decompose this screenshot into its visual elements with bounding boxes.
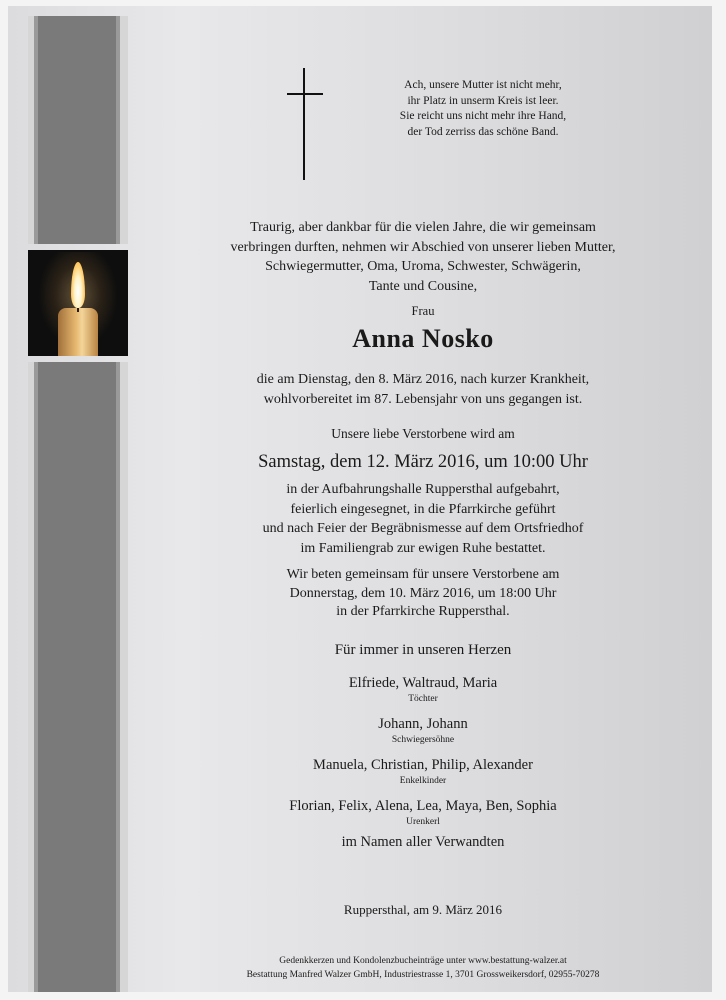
family-group xyxy=(138,715,708,746)
death-line: die am Dienstag, den 8. März 2016, nach kurzer Krankheit, xyxy=(256,372,590,387)
obituary-page xyxy=(8,6,712,992)
prayer-text xyxy=(138,566,708,622)
death-line: wohlvorbereitet im 87. Lebensjahr von uns gegangen ist. xyxy=(263,391,583,407)
prayer-line: in der Pfarrkirche Ruppersthal. xyxy=(336,604,510,619)
family-names: Florian, Felix, Alena, Lea, Maya, Ben, Sophia xyxy=(289,798,557,814)
place-date: Ruppersthal, am 9. März 2016 xyxy=(343,902,503,917)
family-names: Manuela, Christian, Philip, Alexander xyxy=(313,757,533,773)
family-names: Johann, Johann xyxy=(378,716,468,732)
poem-line: ihr Platz in unserm Kreis ist leer. xyxy=(407,94,559,107)
intro-text xyxy=(138,218,708,296)
candle-body xyxy=(58,308,98,356)
poem-line: Ach, unsere Mutter ist nicht mehr, xyxy=(404,79,562,91)
forever-heading: Für immer in unseren Herzen xyxy=(334,642,512,658)
family-list xyxy=(138,674,708,838)
ceremony-line: feierlich eingesegnet, in die Pfarrkirche geführt xyxy=(290,501,556,517)
family-relation: Töchter xyxy=(408,694,438,704)
family-group xyxy=(138,797,708,828)
poem-line: der Tod zerriss das schöne Band. xyxy=(407,125,559,138)
deceased-name: Anna Nosko xyxy=(352,324,494,353)
candle-image xyxy=(28,250,128,356)
ceremony-line: und nach Feier der Begräbnismesse auf dem Ortsfriedhof xyxy=(262,521,584,536)
family-group xyxy=(138,674,708,705)
poem-line: Sie reicht uns nicht mehr ihre Hand, xyxy=(399,110,567,122)
family-group xyxy=(138,756,708,787)
funeral-date: Samstag, dem 12. März 2016, um 10:00 Uhr xyxy=(258,452,588,472)
footer-line: Bestattung Manfred Walzer GmbH, Industriestrasse 1, 3701 Grossweikersdorf, 02955-70278 xyxy=(246,970,600,980)
ceremony-line: im Familiengrab zur ewigen Ruhe bestattet. xyxy=(300,540,546,556)
cross-icon-bar xyxy=(287,93,323,95)
footer-line: Gedenkkerzen und Kondolenzbucheinträge unter www.bestattung-walzer.at xyxy=(279,956,567,966)
prayer-line: Donnerstag, dem 10. März 2016, um 18:00 Uhr xyxy=(289,585,557,601)
relatives-line: im Namen aller Verwandten xyxy=(341,834,505,850)
prayer-line: Wir beten gemeinsam für unsere Verstorbene am xyxy=(286,567,560,582)
ceremony-line: in der Aufbahrungshalle Ruppersthal aufgebahrt, xyxy=(286,482,560,497)
death-text xyxy=(138,370,708,409)
ceremony-text xyxy=(138,480,708,558)
salutation: Frau xyxy=(411,304,435,318)
footer xyxy=(138,954,708,982)
intro-line: verbringen durften, nehmen wir Abschied von unserer lieben Mutter, xyxy=(230,239,616,255)
intro-line: Tante und Cousine, xyxy=(368,278,478,294)
family-relation: Urenkerl xyxy=(406,817,440,827)
intro-line: Schwiegermutter, Oma, Uroma, Schwester, Schwägerin, xyxy=(265,259,581,274)
decorative-band-bottom xyxy=(28,362,128,992)
family-relation: Schwiegersöhne xyxy=(391,735,455,745)
funeral-intro: Unsere liebe Verstorbene wird am xyxy=(331,426,515,441)
family-relation: Enkelkinder xyxy=(399,776,447,786)
intro-line: Traurig, aber dankbar für die vielen Jahre, die wir gemeinsam xyxy=(250,220,596,235)
decorative-band-top xyxy=(28,16,128,244)
family-names: Elfriede, Waltraud, Maria xyxy=(348,675,498,691)
poem xyxy=(378,78,588,140)
cross-icon xyxy=(303,68,305,180)
